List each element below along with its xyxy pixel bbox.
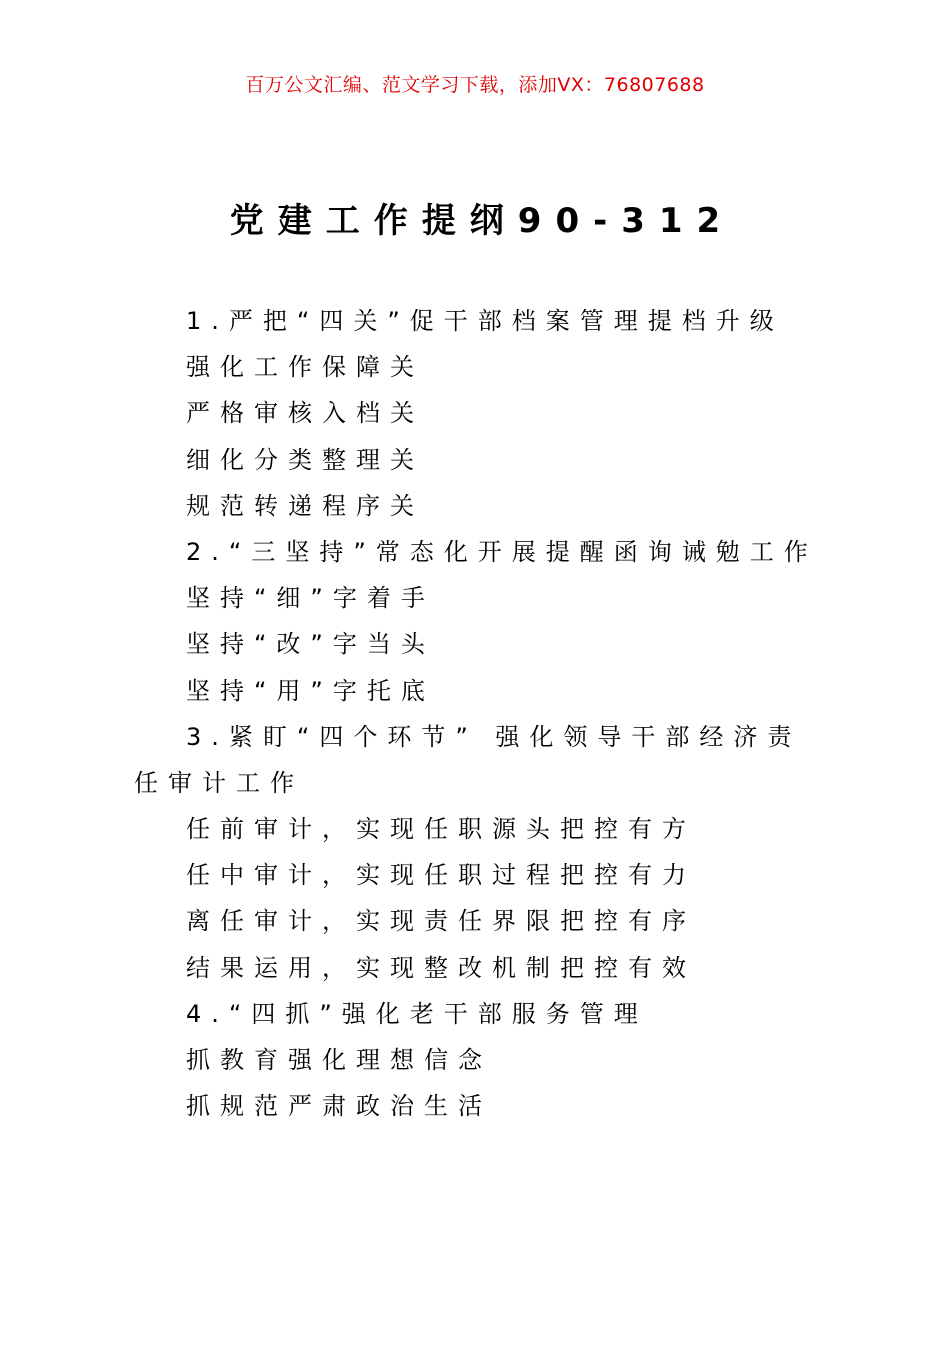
list-item: 离任审计，实现责任界限把控有序 (186, 907, 696, 936)
document-body (134, 298, 824, 1129)
list-item: 坚持“改”字当头 (186, 630, 435, 659)
list-item: 结果运用，实现整改机制把控有效 (186, 953, 696, 982)
section-heading-4: 4.“四抓”强化老干部服务管理 (186, 999, 648, 1028)
watermark-header: 百万公文汇编、范文学习下载，添加VX：76807688 (245, 74, 705, 96)
list-item: 细化分类整理关 (186, 445, 424, 474)
list-item: 规范转递程序关 (186, 491, 424, 520)
list-item: 坚持“用”字托底 (186, 676, 435, 705)
section-heading-2: 2.“三坚持”常态化开展提醒函询诫勉工作 (186, 537, 818, 566)
list-item: 抓教育强化理想信念 (186, 1046, 492, 1075)
section-heading-1: 1.严把“四关”促干部档案管理提档升级 (186, 307, 784, 335)
document-title: 党建工作提纲90-312 (229, 201, 735, 241)
list-item: 强化工作保障关 (186, 353, 424, 382)
list-item: 坚持“细”字着手 (186, 584, 435, 613)
section-heading-3: 3.紧盯“四个环节” 强化领导干部经济责任审计工作 (134, 722, 802, 797)
list-item: 抓规范严肃政治生活 (186, 1092, 492, 1121)
list-item: 严格审核入档关 (186, 399, 424, 428)
list-item: 任中审计，实现任职过程把控有力 (186, 861, 696, 890)
list-item: 任前审计，实现任职源头把控有方 (186, 815, 696, 844)
